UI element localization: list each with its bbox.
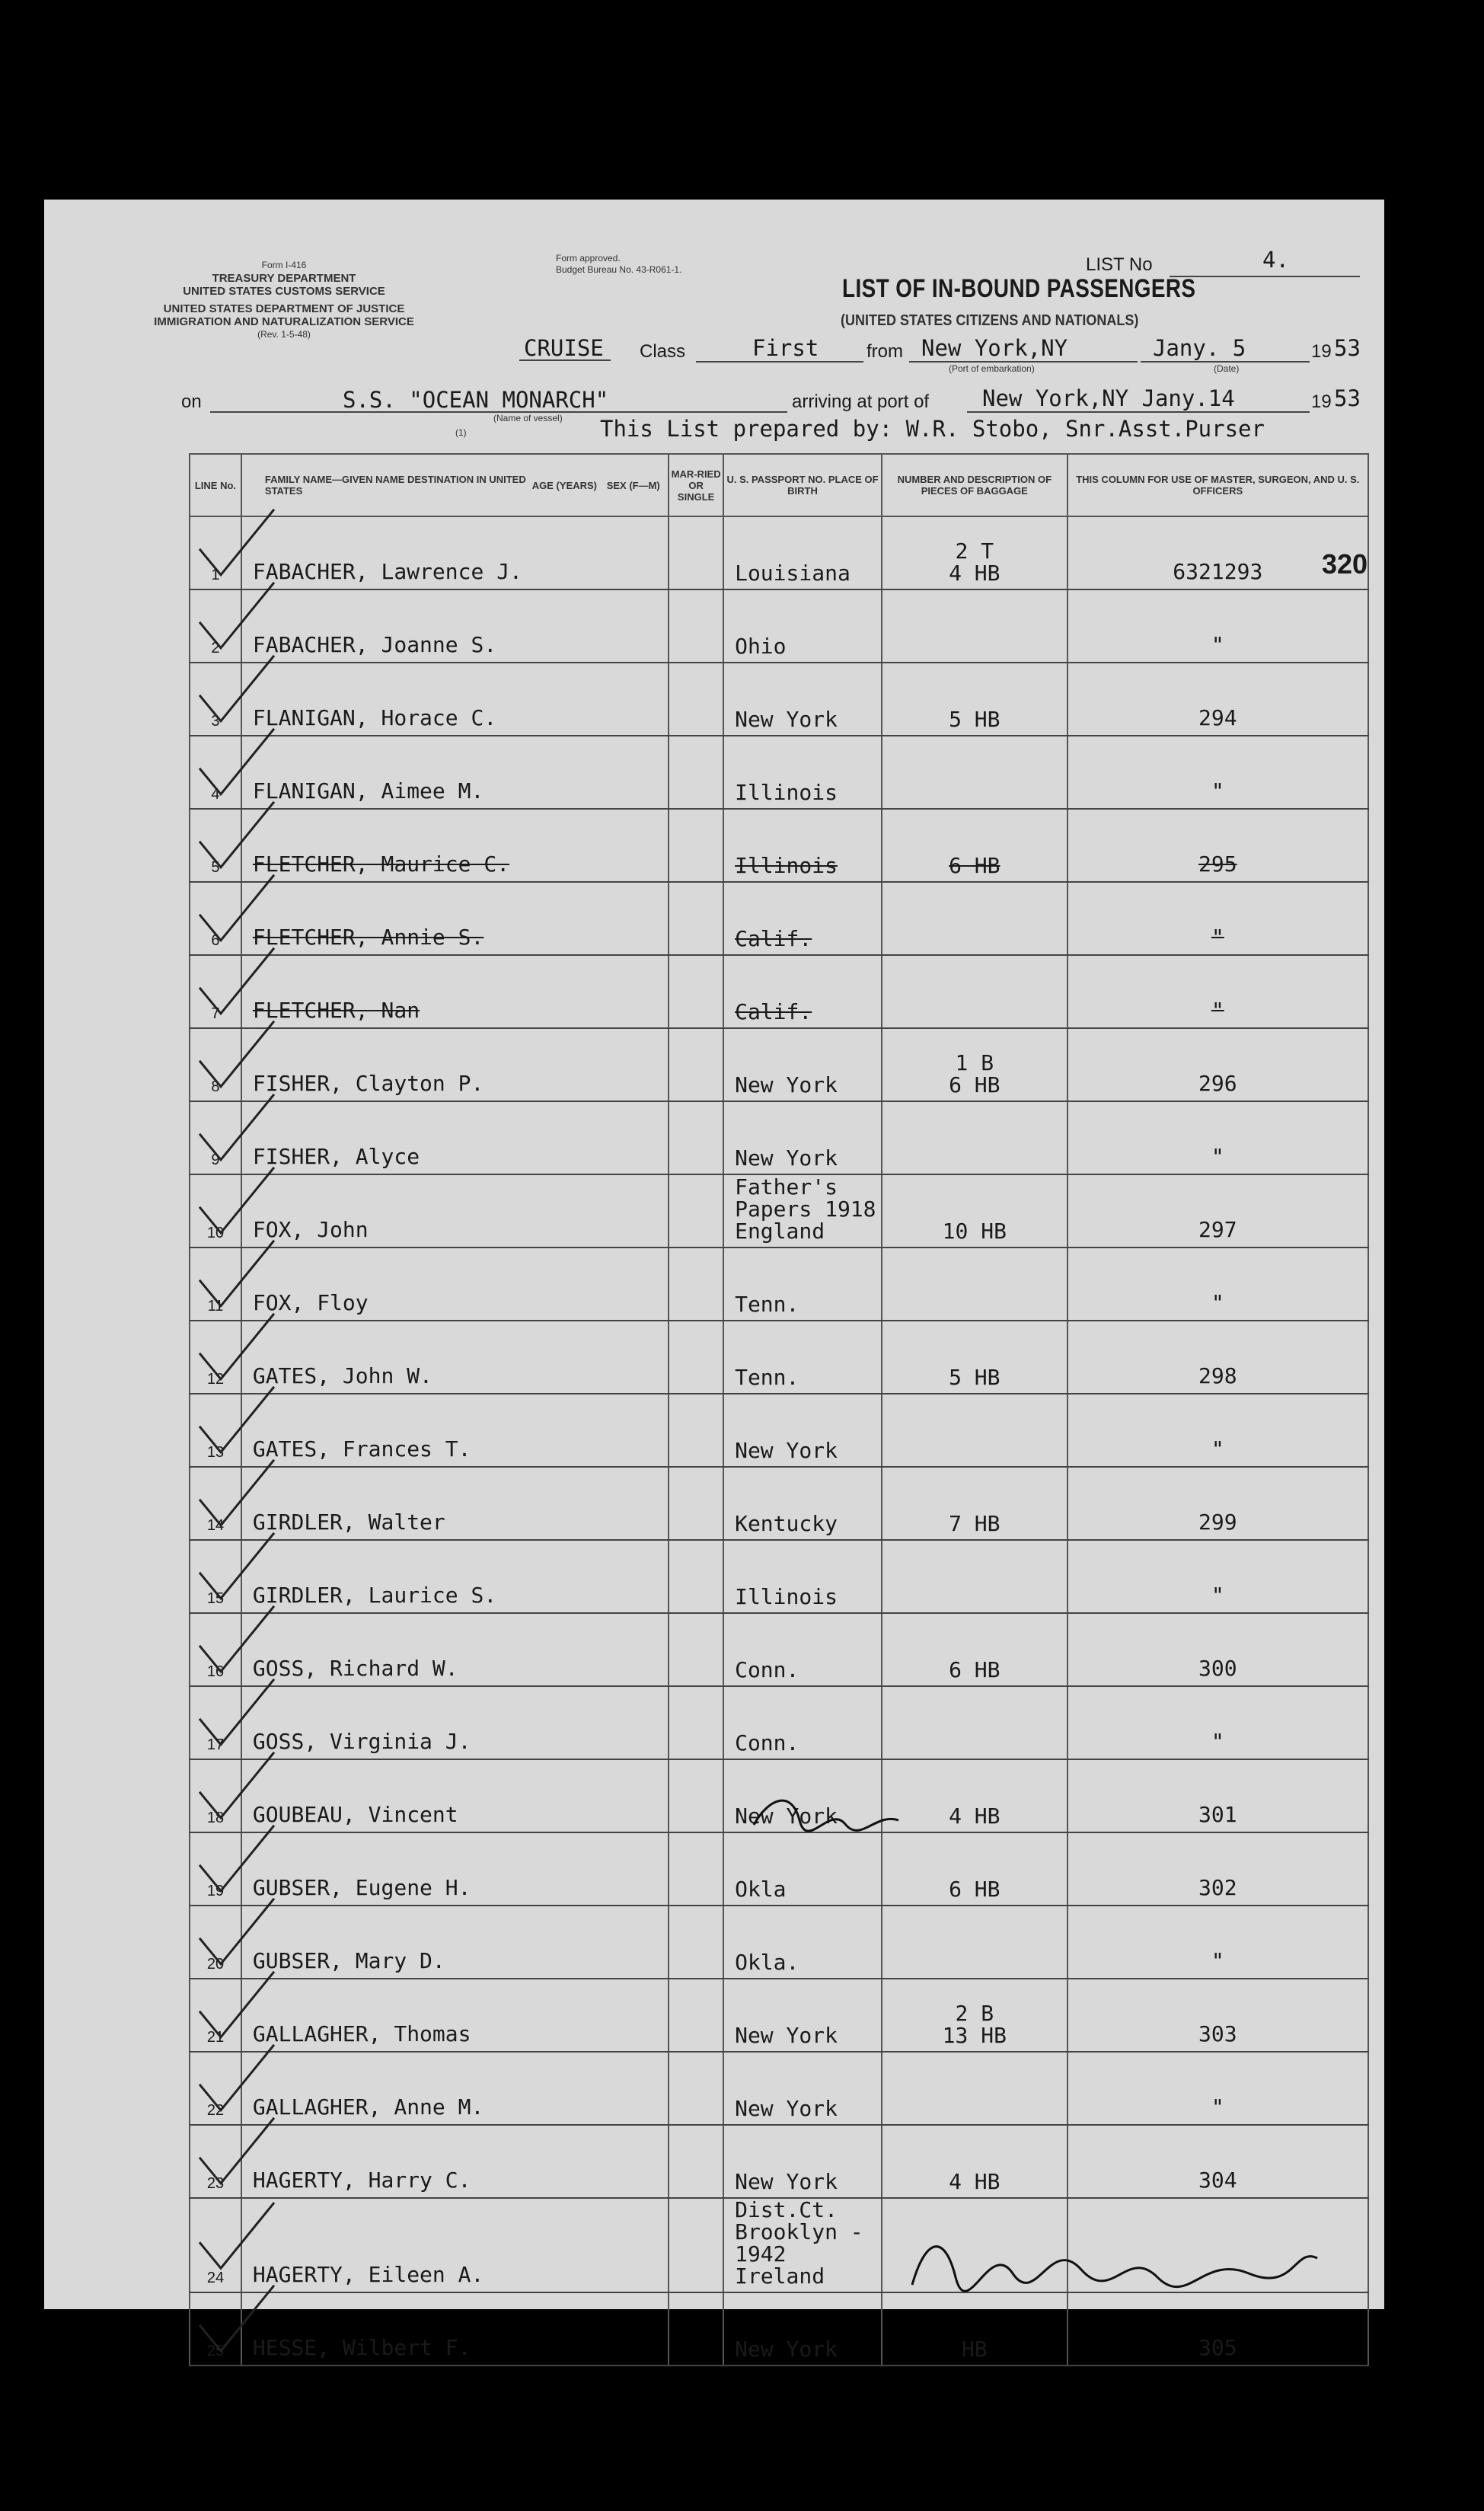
col-officers: THIS COLUMN FOR USE OF MASTER, SURGEON, AND U. S. OFFICERS xyxy=(1068,454,1368,516)
place-of-birth: New York xyxy=(723,1759,882,1832)
check-mark xyxy=(199,729,274,794)
officer-note: " xyxy=(1068,1540,1368,1613)
year-prefix-2: 19 xyxy=(1311,391,1332,412)
port-embarkation: New York,NY xyxy=(921,335,1068,361)
officer-note: " xyxy=(1068,955,1368,1028)
passenger-name: FABACHER, Joanne S. xyxy=(241,589,531,663)
passenger-name: GOUBEAU, Vincent xyxy=(241,1759,531,1832)
passenger-name: GATES, Frances T. xyxy=(241,1394,531,1467)
passenger-name: GOSS, Virginia J. xyxy=(241,1686,531,1759)
baggage-cell: 6 HB xyxy=(882,809,1068,882)
passenger-name: GALLAGHER, Anne M. xyxy=(241,2052,531,2125)
check-mark xyxy=(199,656,274,721)
check-mark xyxy=(199,1899,274,1964)
check-mark xyxy=(199,1460,274,1525)
officer-note: " xyxy=(1068,882,1368,955)
officer-note: 303 xyxy=(1068,1979,1368,2052)
baggage-cell: 7 HB xyxy=(882,1467,1068,1540)
place-of-birth: Conn. xyxy=(723,1686,882,1759)
line-number: 5 xyxy=(190,809,241,882)
col-name: FAMILY NAME—GIVEN NAME DESTINATION IN UNITED STATES xyxy=(241,454,531,516)
col-age: AGE (YEARS) xyxy=(530,454,598,516)
officer-note: 298 xyxy=(1068,1321,1368,1394)
class-value: First xyxy=(752,335,819,361)
officer-note: 300 xyxy=(1068,1613,1368,1686)
line-number: 15 xyxy=(190,1540,241,1613)
passenger-name: FABACHER, Lawrence J. xyxy=(241,516,531,589)
check-mark xyxy=(199,1021,274,1087)
cruise-label: CRUISE xyxy=(524,335,604,361)
passenger-name: FLANIGAN, Aimee M. xyxy=(241,736,531,809)
baggage-cell: 2 B 13 HB xyxy=(882,1979,1068,2052)
passenger-name: GIRDLER, Laurice S. xyxy=(241,1540,531,1613)
arrival-port-date: New York,NY Jany.14 xyxy=(982,385,1235,411)
on-label: on xyxy=(181,391,202,412)
line-number: 9 xyxy=(190,1101,241,1174)
passenger-name: FOX, John xyxy=(241,1174,531,1248)
col-baggage: NUMBER AND DESCRIPTION OF PIECES OF BAGGAGE xyxy=(882,454,1068,516)
margin-note: 320 xyxy=(1322,548,1368,580)
line-number: 20 xyxy=(190,1906,241,1979)
check-mark xyxy=(199,1094,274,1160)
place-of-birth: Tenn. xyxy=(723,1321,882,1394)
check-mark xyxy=(199,1314,274,1379)
passenger-name: GOSS, Richard W. xyxy=(241,1613,531,1686)
check-mark xyxy=(199,875,274,941)
officer-note: 294 xyxy=(1068,663,1368,736)
col-sex: SEX (F—M) xyxy=(598,454,669,516)
place-of-birth: New York xyxy=(723,1394,882,1467)
line-number: 23 xyxy=(190,2125,241,2198)
list-no-label: LIST No xyxy=(1086,254,1153,275)
baggage-cell: 6 HB xyxy=(882,1613,1068,1686)
baggage-cell: 2 T 4 HB xyxy=(882,516,1068,589)
embark-year: 53 xyxy=(1334,335,1361,361)
place-of-birth: Conn. xyxy=(723,1613,882,1686)
passenger-name: GIRDLER, Walter xyxy=(241,1467,531,1540)
passenger-name: GALLAGHER, Thomas xyxy=(241,1979,531,2052)
col-passport: U. S. PASSPORT NO. PLACE OF BIRTH xyxy=(723,454,882,516)
passenger-name: GUBSER, Mary D. xyxy=(241,1906,531,1979)
port-caption: (Port of embarkation) xyxy=(949,363,1035,374)
place-of-birth: New York xyxy=(723,1979,882,2052)
check-mark xyxy=(199,510,274,575)
check-mark xyxy=(199,1679,274,1745)
arriving-label: arriving at port of xyxy=(792,391,930,412)
dept-justice: UNITED STATES DEPARTMENT OF JUSTICE xyxy=(163,302,405,315)
check-mark xyxy=(199,1826,274,1891)
check-mark xyxy=(199,948,274,1014)
check-mark xyxy=(199,1752,274,1818)
check-mark xyxy=(199,1533,274,1599)
officer-note: 295 xyxy=(1068,809,1368,882)
officer-note: 6321293 xyxy=(1068,516,1368,589)
place-of-birth: Illinois xyxy=(723,1540,882,1613)
form-number: Form I-416 xyxy=(261,260,307,270)
col-line: LINE No. xyxy=(190,454,241,516)
baggage-cell: HB xyxy=(882,2292,1068,2366)
line-number: 1 xyxy=(190,516,241,589)
officer-note: 305 xyxy=(1068,2292,1368,2366)
place-of-birth: Okla. xyxy=(723,1906,882,1979)
place-of-birth: New York xyxy=(723,2125,882,2198)
line-number: 12 xyxy=(190,1321,241,1394)
line-number: 18 xyxy=(190,1759,241,1832)
passenger-name: FLETCHER, Maurice C. xyxy=(241,809,531,882)
line-number: 19 xyxy=(190,1832,241,1906)
approved-line: Form approved. xyxy=(556,253,621,264)
passenger-name: FISHER, Alyce xyxy=(241,1101,531,1174)
dept-immigration: IMMIGRATION AND NATURALIZATION SERVICE xyxy=(154,315,414,328)
line-number: 10 xyxy=(190,1174,241,1248)
baggage-cell: 6 HB xyxy=(882,1832,1068,1906)
place-of-birth: Tenn. xyxy=(723,1248,882,1321)
place-of-birth: Calif. xyxy=(723,955,882,1028)
budget-line: Budget Bureau No. 43-R061-1. xyxy=(556,264,682,275)
line-number: 4 xyxy=(190,736,241,809)
baggage-cell: 10 HB xyxy=(882,1174,1068,1248)
check-mark xyxy=(199,1972,274,2037)
place-of-birth: New York xyxy=(723,2292,882,2366)
date-caption: (Date) xyxy=(1214,363,1240,374)
place-of-birth: Ohio xyxy=(723,589,882,663)
check-mark xyxy=(199,2045,274,2110)
class-label: Class xyxy=(640,341,686,362)
officer-note: 299 xyxy=(1068,1467,1368,1540)
place-of-birth: Calif. xyxy=(723,882,882,955)
line-number: 7 xyxy=(190,955,241,1028)
place-of-birth: Illinois xyxy=(723,736,882,809)
officer-note: " xyxy=(1068,589,1368,663)
baggage-cell: 4 HB xyxy=(882,2125,1068,2198)
officer-note: " xyxy=(1068,736,1368,809)
place-of-birth: New York xyxy=(723,1028,882,1101)
check-mark xyxy=(199,583,274,648)
line-number: 21 xyxy=(190,1979,241,2052)
place-of-birth: Kentucky xyxy=(723,1467,882,1540)
passenger-name: GATES, John W. xyxy=(241,1321,531,1394)
passenger-name: FLETCHER, Annie S. xyxy=(241,882,531,955)
baggage-cell: 5 HB xyxy=(882,1321,1068,1394)
place-of-birth: New York xyxy=(723,2052,882,2125)
baggage-cell: 5 HB xyxy=(882,663,1068,736)
arrival-year: 53 xyxy=(1334,385,1361,411)
line-number: 11 xyxy=(190,1248,241,1321)
year-prefix: 19 xyxy=(1311,341,1332,362)
passenger-name: FLETCHER, Nan xyxy=(241,955,531,1028)
handwritten-okla xyxy=(754,1800,898,1831)
line-number: 24 xyxy=(190,2198,241,2292)
vessel-name: S.S. "OCEAN MONARCH" xyxy=(343,387,609,413)
place-of-birth: New York xyxy=(723,1101,882,1174)
list-no-value: 4. xyxy=(1262,247,1289,273)
revision: (Rev. 1-5-48) xyxy=(257,329,311,340)
baggage-cell: 4 HB xyxy=(882,1759,1068,1832)
officer-note: 296 xyxy=(1068,1028,1368,1101)
passenger-name: FLANIGAN, Horace C. xyxy=(241,663,531,736)
passenger-name: GUBSER, Eugene H. xyxy=(241,1832,531,1906)
check-mark xyxy=(199,1241,274,1306)
document-title: LIST OF IN-BOUND PASSENGERS xyxy=(842,274,1196,303)
vessel-num: (1) xyxy=(455,427,467,438)
dept-customs: UNITED STATES CUSTOMS SERVICE xyxy=(183,285,385,298)
line-number: 3 xyxy=(190,663,241,736)
place-of-birth: Father's Papers 1918 England xyxy=(723,1174,882,1248)
officer-note: " xyxy=(1068,1394,1368,1467)
line-number: 6 xyxy=(190,882,241,955)
officer-note: 301 xyxy=(1068,1759,1368,1832)
line-number: 2 xyxy=(190,589,241,663)
officer-note: " xyxy=(1068,1101,1368,1174)
place-of-birth: Dist.Ct. Brooklyn - 1942 Ireland xyxy=(723,2198,882,2292)
from-label: from xyxy=(866,341,903,362)
line-number: 25 xyxy=(190,2292,241,2366)
baggage-cell: 1 B 6 HB xyxy=(882,1028,1068,1101)
officer-note: 302 xyxy=(1068,1832,1368,1906)
col-married: MAR-RIED OR SINGLE xyxy=(669,454,723,516)
line-number: 16 xyxy=(190,1613,241,1686)
check-mark xyxy=(199,1168,274,1233)
officer-note: 297 xyxy=(1068,1174,1368,1248)
officer-note: " xyxy=(1068,1686,1368,1759)
prepared-by: This List prepared by: W.R. Stobo, Snr.Asst.Purser xyxy=(600,416,1265,442)
passenger-name: HAGERTY, Harry C. xyxy=(241,2125,531,2198)
check-mark xyxy=(199,802,274,867)
passenger-name: HESSE, Wilbert F. xyxy=(241,2292,531,2366)
check-mark xyxy=(199,2286,274,2351)
check-mark xyxy=(199,2203,274,2268)
passenger-name: FISHER, Clayton P. xyxy=(241,1028,531,1101)
place-of-birth: Louisiana xyxy=(723,516,882,589)
passenger-name: FOX, Floy xyxy=(241,1248,531,1321)
line-number: 14 xyxy=(190,1467,241,1540)
line-number: 13 xyxy=(190,1394,241,1467)
embark-date: Jany. 5 xyxy=(1153,335,1246,361)
officer-note: 304 xyxy=(1068,2125,1368,2198)
check-mark xyxy=(199,2118,274,2184)
vessel-caption-text: (Name of vessel) xyxy=(493,413,563,423)
check-mark xyxy=(199,1606,274,1672)
dept-treasury: TREASURY DEPARTMENT xyxy=(212,272,356,285)
officer-note: " xyxy=(1068,1906,1368,1979)
officer-note: " xyxy=(1068,1248,1368,1321)
check-mark xyxy=(199,1387,274,1452)
passenger-name: HAGERTY, Eileen A. xyxy=(241,2198,531,2292)
officer-note: " xyxy=(1068,2052,1368,2125)
line-number: 22 xyxy=(190,2052,241,2125)
line-number: 17 xyxy=(190,1686,241,1759)
place-of-birth: Okla xyxy=(723,1832,882,1906)
place-of-birth: New York xyxy=(723,663,882,736)
place-of-birth: Illinois xyxy=(723,809,882,882)
official-signature xyxy=(912,2247,1317,2292)
line-number: 8 xyxy=(190,1028,241,1101)
document-subtitle: (UNITED STATES CITIZENS AND NATIONALS) xyxy=(841,312,1139,329)
